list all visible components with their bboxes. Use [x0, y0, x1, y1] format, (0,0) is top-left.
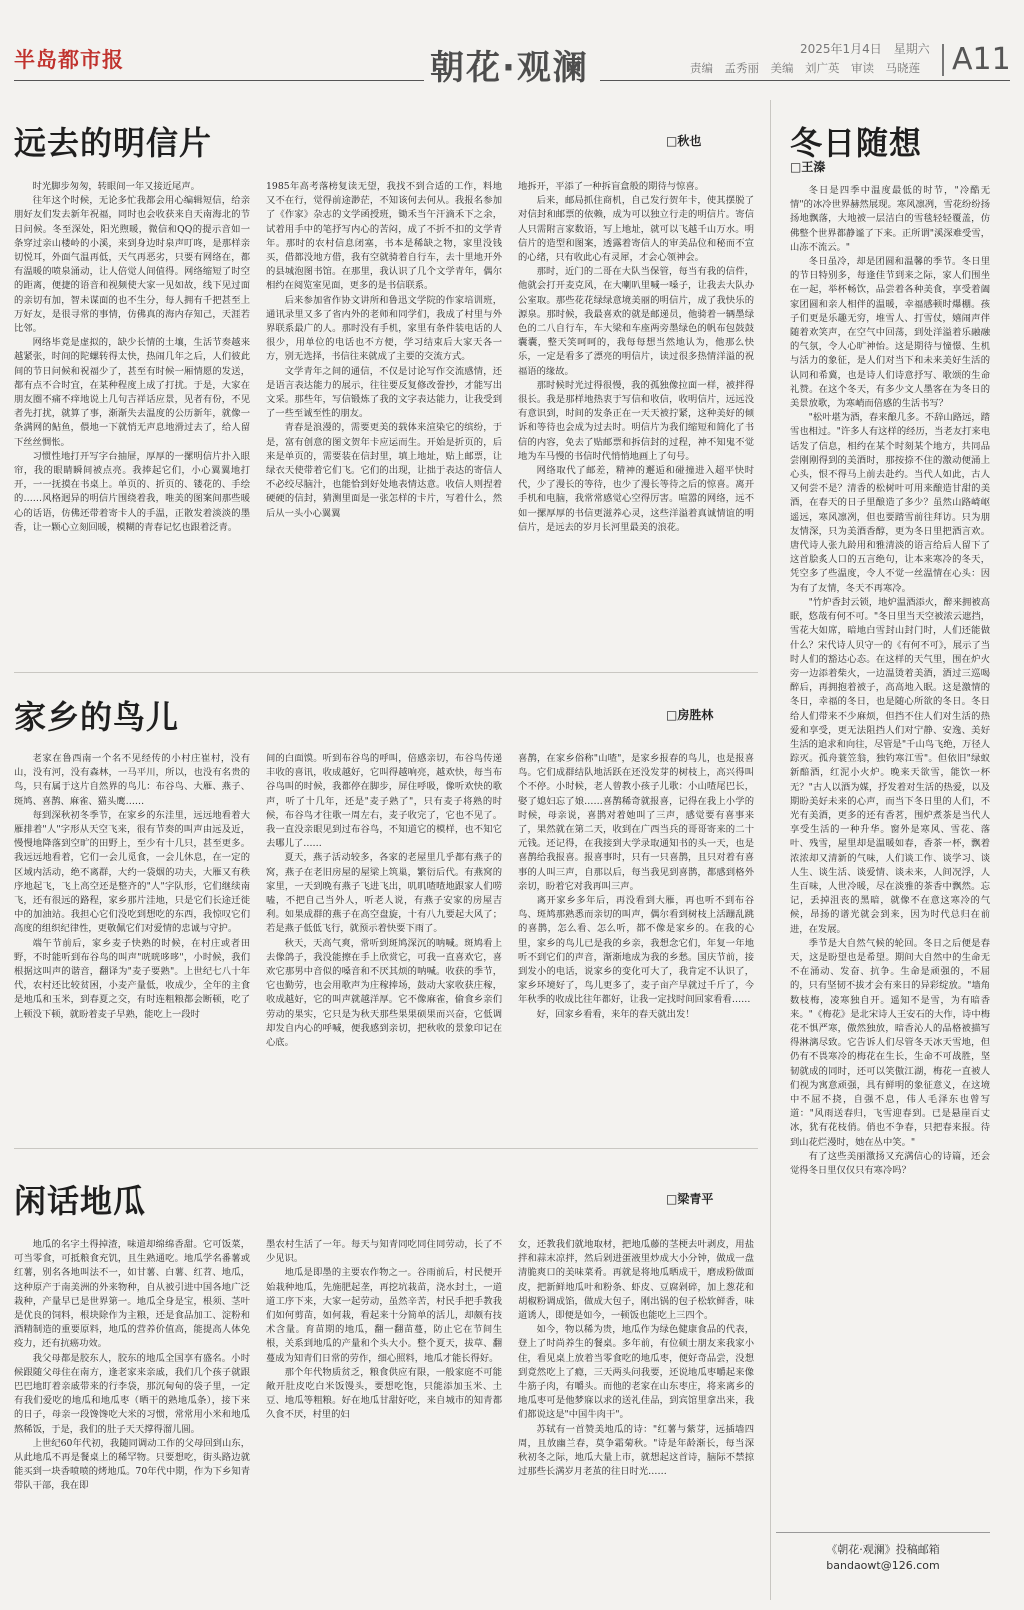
paragraph: 如今，物以稀为贵，地瓜作为绿色健康食品的代表，登上了时尚养生的餐桌。多年前，有位硕士朋友来我家小住，看见桌上放着当零食吃的地瓜枣，便好奇品尝，没想到竟然吃上了瘾，三天两头问我要，还说地瓜枣嚼起来像牛筋子肉，有嚼头。而他的老家在山东枣庄，将来离乡的地瓜枣可是他梦寐以求的送礼佳品，到宾馆里拿出来，我们都说这是"中国牛肉干"。 — [518, 1324, 754, 1421]
paragraph: 我父母都是胶东人，胶东的地瓜全国享有盛名。小时候跟随父母住在南方，逢老家来亲戚，我们几个孩子就跟巴巴地盯着亲戚带来的行李袋，那沉甸甸的袋子里，一定有我们爱吃的地瓜和地瓜枣（晒干的熟地瓜条），接下来的日子，母亲一段馋馋吃大米的习惯，常常用小米和地瓜熬稀饭，于是，我们的肚子天天撑得溜儿圆。 — [14, 1352, 250, 1435]
paragraph: 女，还教我们就地取材，把地瓜藤的茎梗去叶剥皮，用盐拌和蒜末凉拌，然后剁进蛋液里炒成大小分钟，做成一盘清脆爽口的美味菜肴。再就是将地瓜晒成干，磨成粉做面皮，把新鲜地瓜叶和粉条、虾皮、豆腐剁碎，加上葱花和胡椒粉调成馅，做成大包子，刚出锅的包子松软鲜香，味道诱人，即便是如今，一顿饭也能吃上三四个。 — [518, 1239, 754, 1322]
article-title-3: 闲话地瓜 — [14, 1182, 147, 1220]
paragraph: 有了这些美丽激扬又充满信心的诗篇，还会觉得冬日里仅仅只有寒冷吗？ — [790, 1150, 990, 1177]
article-column — [518, 180, 754, 660]
article-divider — [14, 1148, 758, 1149]
paragraph: 文学青年之间的通信，不仅是讨论写作交流感情，还是语言表达能力的展示，往往要反复修改誊抄，才能写出文采。那些年，写信锻炼了我的文字表达能力，让我受到了一些至诚至性的朋友。 — [266, 365, 502, 420]
article-title-1: 远去的明信片 — [14, 124, 213, 162]
editor-credits: 责编 孟秀丽 美编 刘广英 审读 马晓莲 — [690, 61, 920, 75]
paragraph: 间的白面馍。听到布谷鸟的呼叫，倍感亲切，布谷鸟传递丰收的喜讯，收成越好，它叫得越响亮，越欢快，每当布谷鸟叫的时候，我都停在脚步，屏住呼吸，像听欢快的歌声，听了十几年，还是"麦子熟了"，只有麦子将熟的时候，布谷鸟才往歌一周左右，麦子收完了，它也不见了。我一直没亲眼见到过布谷鸟，不知道它的模样，也不知它去哪儿了…… — [266, 753, 502, 850]
paragraph: 端午节前后，家乡麦子快熟的时候，在村庄或者田野，不时能听到布谷鸟的叫声"咣咣哆哆"，小时候，我们根据这叫声的谐音，翻译为"麦子要熟"。上世纪七八十年代，农村还比较贫困，小麦产量低，收成少，全年的主食是地瓜和玉米，到春夏之交，有时连粗粮都会断顿，吃了上顿没下顿，就盼着麦子早熟，能吃上一段时 — [14, 937, 250, 1020]
paragraph: 苏轼有一首赞美地瓜的诗："红薯与紫芽，远插墙四周，且放幽兰春，莫争霜菊秋。"诗是年龄渐长，每当深秋初冬之际，地瓜大量上市，就想起这首诗，脑际不禁掠过那些长满岁月老茧的往日时光…… — [518, 1423, 754, 1478]
article-title-2: 家乡的鸟儿 — [14, 698, 180, 736]
paragraph: 墨农村生活了一年。每天与知青同吃同住同劳动，长了不少见识。 — [266, 1239, 502, 1265]
mailbox-address: bandaowt@126.com — [826, 1559, 940, 1572]
article-author-1: □秋也 — [666, 134, 702, 148]
paragraph: 老家在鲁西南一个名不见经传的小村庄崔村，没有山，没有河，没有森林，一马平川，所以，也没有名贵的鸟，只有属于这片自然界的鸟儿：布谷鸟、大雁、燕子、斑鸠、喜鹊、麻雀、猫头鹰…… — [14, 753, 250, 807]
article-column — [14, 752, 250, 1136]
paragraph: 上世纪60年代初，我随同调动工作的父母回到山东，从此地瓜不再是餐桌上的稀罕物。只要想吃，街头路边就能买到一块香喷喷的烤地瓜。70年代中期，作为下乡知青带队干部，我在即 — [14, 1437, 250, 1492]
article-column — [518, 752, 754, 1136]
paragraph: 习惯性地打开写字台抽屉，厚厚的一摞明信片扑入眼帘，我的眼睛瞬间被点亮。我捧起它们，小心翼翼地打开，一一抚摸在书桌上。单页的、折页的、镂花的、手绘的……风格迥异的明信片围绕着我，唯美的图案间那些暖心的话语，仿佛还带着寄卡人的手温，正散发着淡淡的墨香，让一颗心立刻回暖，模糊的青春记忆也跟着泛青。 — [14, 450, 250, 533]
paragraph: 后来参加省作协文讲所和鲁迅文学院的作家培训班，通讯录里又多了省内外的老师和同学们，我成了村里与外界联系最广的人。那时没有手机，家里有条件装电话的人很少，用单位的电话也不方便，学习结束后大家天各一方，别无选择，书信往来就成了主要的交流方式。 — [266, 294, 502, 363]
article-column — [14, 1238, 250, 1600]
article-column — [266, 180, 502, 660]
mailbox-label: 《朝花·观澜》投稿邮箱 — [826, 1543, 940, 1556]
article-author-3: □梁青平 — [666, 1192, 714, 1206]
paragraph: 1985年高考落榜复读无望，我找不到合适的工作，料地又不在行，觉得前途渺茫，不知该何去何从。我报名参加了《作家》杂志的文学函授班，锄禾当午汗滴禾下之余，试着用手中的笔抒写内心的苦闷，成了不折不扣的文学青年。那时的农村信息闭塞，书本是稀缺之物，家里没钱买，借都没地方借，我有空就骑着自行车，去十里地开外的县城泡图书馆。在那里，我认识了几个文学青年，偶尔相约在阅览室见面，更多的是书信联系。 — [266, 181, 502, 292]
sidebar-body — [790, 184, 990, 1504]
page-number: A11 — [942, 44, 1011, 76]
paragraph: 后来，邮局抓住商机，自己发行贺年卡，使其摆脱了对信封和邮票的依赖，成为可以独立行走的明信片。寄信人只需附言家数语，写上地址，就可以飞越千山万水。明信片的造型和图案，透露着寄信人的审美品位和秘而不宣的心绪，只有收此心有灵犀，才会心领神会。 — [518, 195, 754, 264]
paragraph: 冬日虽冷，却是团圆和温馨的季节。冬日里的节日特别多，每逢佳节到来之际，家人们围坐在一起，举杯畅饮，品尝着各种美食，享受着阖家团圆和亲人相伴的温暖，幸福感顿时爆棚。孩子们更是乐趣无穷，堆雪人、打雪仗，嬉闹声伴随着欢笑声，在空气中回荡，到处洋溢着乐融融的气氛，令人心旷神怡。这是期待与憧憬、生机与活力的象征，是人们对当下和未来美好生活的认同和希冀，也是诗人们诗意抒写、歌颂的生命礼赞。在这个冬天，有多少文人墨客在为冬日的美景放歌，为寒峭而倍感的生活书写？ — [790, 256, 990, 410]
paragraph: 那时，近门的二哥在大队当保管，每当有我的信件，他就会打开麦克风，在大喇叭里喊一嗓子，让我去大队办公室取。那些花花绿绿意境美丽的明信片，成了我快乐的源泉。那时候，我最喜欢的就是邮递员，他骑着一辆墨绿色的二八自行车，车大梁和车座两旁墨绿色的帆布包鼓鼓囊囊，整天笑呵呵的，我每每想当然地认为，他那么快乐，一定是看多了漂亮的明信片，读过很多热情洋溢的祝福语的缘故。 — [518, 266, 754, 377]
article-column — [14, 180, 250, 660]
paragraph: 离开家乡多年后，再没看到大雁，再也听不到布谷鸟、斑鸠那熟悉而亲切的叫声，偶尔看到树枝上活蹦乱跳的喜鹊，怎么看、怎么听，都不像是家乡的。在我的心里，家乡的鸟儿已是我的乡亲，我想念它们，年复一年地听不到它们的声音，渐渐地成为我的乡愁。国庆节前，接到发小的电话，说家乡的变化可大了，我肯定不认识了，家乡环境好了，鸟儿更多了，麦子亩产早就过千斤了，今年秋季的收成比往年都好，让我一定找时间回家看看…… — [518, 895, 754, 1006]
paragraph: "松叶堪为酒，春来酿几多。不辞山路远，踏雪也相过。"许多人有这样的经历，当老友打来电话发了信息，相约在某个时刻某个地方，共同品尝刚刚得到的美酒时，那按捺不住的激动便涌上心头，恨不得马上前去赴约。当代人如此，古人又何尝不是？清香的松树叶可用来酿造甘甜的美酒，在春天的日子里酿造了多少？虽然山路崎岖遥远，寒风凛冽，但也要踏雪前往拜访。只为朋友情深，只为美酒香醇，更为冬日里把酒言欢。唐代诗人张九龄用和雅清淡的语言给后人留下了这首脍炙人口的五言绝句，让本来寒冷的冬天，凭空多了些温度，令人不觉一丝温情在心头：因为有了友情，冬天不再寒冷。 — [790, 412, 990, 594]
article-body-1 — [14, 180, 754, 660]
paragraph: 地瓜的名字土得掉渣，味道却绵绵香甜。它可饭菜，可当零食，可抵粮食充饥，且生熟通吃。地瓜学名番薯或红薯，别名各地叫法不一，如甘薯、白薯、红苕、地瓜，这种原产于南美洲的外来物种，自从被引进中国各地广泛栽种，产量早已是世界第一。地瓜全身是宝，根须、茎叶是优良的饲料，根块除作为主粮，还是食品加工、淀粉和酒精制造的重要原料，地瓜的营养价值高，能提高人体免疫力，还有抗癌功效。 — [14, 1239, 250, 1350]
submission-mailbox — [776, 1532, 990, 1572]
paragraph: 网络取代了邮差，精神的邂逅和碰撞进入超平快时代，少了漫长的等待，也少了漫长等待之后的惊喜。离开手机和电脑，我常常感觉心空得厉害。喧嚣的网络，远不如一摞厚厚的书信更滋养心灵，这些洋溢着真诚情谊的明信片，是远去的岁月长河里最美的浪花。 — [518, 465, 754, 533]
article-column — [518, 1238, 754, 1600]
sidebar-title: 冬日随想 — [790, 124, 923, 162]
paragraph: 时光脚步匆匆，转眼间一年又接近尾声。 — [32, 181, 200, 192]
paragraph: 地瓜是即墨的主要农作物之一。谷雨前后，村民便开始栽种地瓜，先施肥起垄，再挖坑栽苗，浇水封土，一道道工序下来，大家一起劳动，虽然辛苦，村民手把手教我们如何剪苗，如何栽，看起来十分简单的活儿，却颇有技术含量。育苗期的地瓜，翻一翻苗蔓，防止它在节间生根，关系到地瓜的产量和个头大小。整个夏天，拔草、翻蔓成为知青们日常的劳作，细心照料，地瓜才能长得好。 — [266, 1267, 502, 1364]
article-author-2: □房胜林 — [666, 708, 714, 722]
paragraph: 秋天，天高气爽，常听到斑鸠深沉的呐喊。斑鸠看上去像鸽子，我没能擦在手上欣赏它，可我一直喜欢它，喜欢它那男中音似的嗓音和不厌其烦的呐喊。收获的季节，它也勤劳，也会用歌声为庄稼捧场，鼓动大家收获庄稼，收成越好，它的叫声就越洋厚。它不像麻雀，偷食乡亲们劳动的果实，它只是为秋天那些果果硕果而兴奋，它低调却发自内心的呼喊，便我感到亲切，把秋收的景象印记在心底。 — [266, 937, 502, 1049]
section-title: 朝花·观澜 — [430, 48, 589, 88]
paragraph: 网络毕竟是虚拟的，缺少长情的土壤，生活节奏越来越紧张，时间的陀螺转得太快，热闹几年之后，人们彼此间的节日问候和祝福少了，甚至有时候一厢情愿的发送，都有点不合时宜，在某种程度上成了打扰。于是，大家在朋友圈不痛不痒地说上几句吉祥话应景，见者有份，不见者先打扰，就算了事，渐渐失去温度的公历新年，就像一条满网的鲇鱼，偎地一下就悄无声息地滑过去了，给人留下丝丝惆怅。 — [14, 337, 250, 448]
sidebar-author: □王溱 — [790, 160, 826, 174]
paragraph: 地拆开，平添了一种拆盲盒般的期待与惊喜。 — [518, 181, 704, 192]
paragraph: 那时候时光过得很慢，我的孤独像拉面一样，被拌得很长。我是那样地热衷于写信和收信，收明信片，远远没有意识到，时间的发条正在一天天被拧紧，这种美好的倾诉和等待也会成为过去时。明信片为我们缩短和简化了书信的内容，免去了贴邮票和拆信封的过程，神不知鬼不觉地为车马慢的书信时代悄悄地画上了句号。 — [518, 379, 754, 462]
paragraph: 青春是浪漫的，需要更美的载体来渲染它的缤纷，于是，富有创意的图文贺年卡应运而生。开始是折页的，后来是单页的，需要装在信封里，填上地址，贴上邮票，让绿衣天使带着它们飞。它们的出现，让拙于表达的寄信人不必绞尽脑汁，也能恰到好处地表情达意。收信人则捏着硬硬的信封，猜测里面是一张怎样的卡片，写着什么，然后从一头小心翼翼 — [266, 422, 502, 519]
paragraph: 往年这个时候，无论多忙我都会用心编辑短信，给亲朋好友们发去新年祝福，同时也会收获来自天南海北的节日问候。冬至深处，阳光煦暖，微信和QQ的提示音如一条穿过亲山楼岭的小溪，来到身边时泉声叮咚，是那样亲切悦耳，外面气温再低，天气再恶劣，只要有网络在，都有温暖的喷泉涌动，让人倍觉人间值得。网络缩短了时空的距离，便捷的语音和视频使大家一见如故，线下见过面的亲切有加，智未谋面的也不生分，每人拥有千把甚至上万好友，是很寻常的事情，仿佛真的海内存知己，天涯若比邻。 — [14, 195, 250, 335]
sidebar-divider — [770, 100, 771, 1600]
paragraph: 冬日是四季中温度最低的时节，"冷酷无情"的冰冷世界赫然展现。寒风凛冽，雪花纷纷扬扬地飘落，大地被一层洁白的雪毯轻轻覆盖，仿佛整个世界都静谧了下来。正所谓"溪深难受雪，山冻不流云。" — [790, 185, 990, 253]
article-divider — [14, 672, 758, 673]
header-rule-left — [14, 80, 424, 81]
issue-date: 2025年1月4日 星期六 — [800, 42, 930, 56]
masthead-logo: 半岛都市报 — [14, 48, 124, 72]
article-body-3 — [14, 1238, 754, 1600]
paragraph: 喜鹊，在家乡俗称"山喳"，是家乡报春的鸟儿，也是报喜鸟。它们成群结队地活跃在还没发芽的树枝上，高兴得叫个不停。小时候，老人曾教小孩子儿歌：小山喳尾巴长，娶了媳妇忘了娘……喜鹊稀奇就报喜，记得在我上小学的时候，母亲说，喜鹊对着她叫了三声，感觉要有喜事来了，果然就在第二天，收到在广西当兵的哥哥寄来的二十元钱。还记得，在我接到大学录取通知书的头一天，也是喜鹊给我报喜。报喜事时，只有一只喜鹊，且只对着有喜事的人叫三声，自那以后，每当我见到喜鹊，都感到格外亲切，盼着它对我再叫三声。 — [518, 753, 754, 892]
header-rule-right — [600, 80, 1010, 81]
article-column — [266, 1238, 502, 1600]
paragraph: 夏天，燕子活动较多，各家的老屋里几乎都有燕子的窝，燕子在老旧房屋的屋梁上筑巢，繁衍后代。有燕窝的家里，一天到晚有燕子飞进飞出，叽叽喳喳地跟家人们唠嗑，不把自己当外人，听老人说，有燕子安家的房屋吉利。如果成群的燕子在高空盘旋，十有八九要起大风了；若是燕子低低飞行，就预示着快要下雨了。 — [266, 852, 502, 935]
paragraph: 每到深秋初冬季节，在家乡的东洼里，远远地看着大雁排着"人"字形从天空飞来，很有节奏的叫声由远及近，慢慢地降落到空旷的田野上，至少有十几只，甚至更多。我远远地看着，它们一会儿觅食，一会儿休息，在一定的区域内活动，绝不离群，大约一袋烟的功夫，大雁又有秩序地起飞，飞上高空还是整齐的"人"字队形，它们继续南飞，还有很远的路程，家乡那片洼地，只是它们长途迁徙中的加油站。我担心它们没吃到想吃的东西，我惊叹它们高度的组织纪律性，更敬佩它们对爱情的忠诚与守护。 — [14, 809, 250, 935]
paragraph: 好，回家乡看看，来年的春天就出发！ — [536, 1008, 695, 1020]
paragraph: "竹炉香封云锁，地炉温酒添火，醉来拥被高眠，悠哉有何不可。"冬日里当天空被浓云遮挡，雪花大如席，暗地白雪封山封门时，人们还能做什么？宋代诗人贝守一的《有何不可》，展示了当时人们的豁达心态。在这样的天气里，围在炉火旁一边添着柴火，一边温烫着美酒，酒过三巡喝醉后，再拥抱着被子，高高地入眠。这是激情的冬日，幸福的冬日，也是随心所欲的冬日。冬日给人们带来不少麻烦，但挡不住人们对生活的热爱和享受，更无法阻挡人们对宁静、安逸、美好生活的追求和向往，尽管是"千山鸟飞绝，万径人踪灭。孤舟蓑笠翁，独钓寒江雪"。但依旧"绿蚁新醅酒，红泥小火炉。晚来天欲雪，能饮一杯无？"古人以酒为媒，抒发着对生活的热爱，以及期盼美好未来的心声，而当下冬日里的人们，不光有美酒，更多的还有香茗，围炉煮茶是当代人享受生活的一种升华。窗外是寒风、雪花、落叶、残雪，屋里却是温暖如春，香茶一杯，飘着浓浓却又清新的气味，人们谈工作、谈学习、谈人生、谈生活、谈爱情、谈未来，人间况浮，人生百味，人世冷暖，尽在淡雅的茶香中飘然。忘记，丢掉沮丧的黑暗，就像不在意这寒冷的气候，昂扬的谱光就会到来，因为时代总归在前进，在发展。 — [790, 596, 990, 935]
article-body-2 — [14, 752, 754, 1136]
paragraph: 那个年代物质贫乏，粮食供应有限，一般家庭不可能敞开肚皮吃白米饭馒头，要想吃饱，只能添加玉米、土豆、地瓜等粗粮。好在地瓜甘甜好吃，来自城市的知青都久食不厌，村里的妇 — [266, 1366, 502, 1421]
paragraph: 季节是大自然气候的轮回。冬日之后便是春天，这是盼望也是希望。期间大自然中的生命无不在涌动、发奋、抗争。生命是顽强的，不屈的，只有坚韧不拔才会有来日的异彩绽放。"墙角数枝梅，凌寒独自开。遥知不是雪，为有暗香来。"《梅花》是北宋诗人王安石的大作，诗中梅花不惧严寒，傲然独放，暗香沁人的品格被描写得淋漓尽致。它告诉人们尽管冬天冰天雪地，但仍有不畏寒冷的梅花在生长，生命不可战胜，坚韧就成的同时，还可以笑傲江湖，梅花一直被人们视为寓意顽强，具有鲜明的象征意义，在这境中不屈不挠，自强不息，伟人毛泽东也曾写道："风雨送春归，飞雪迎春到。已是悬崖百丈冰，犹有花枝俏。俏也不争春，只把春来报。待到山花烂漫时，她在丛中笑。" — [790, 937, 990, 1148]
article-column — [266, 752, 502, 1136]
